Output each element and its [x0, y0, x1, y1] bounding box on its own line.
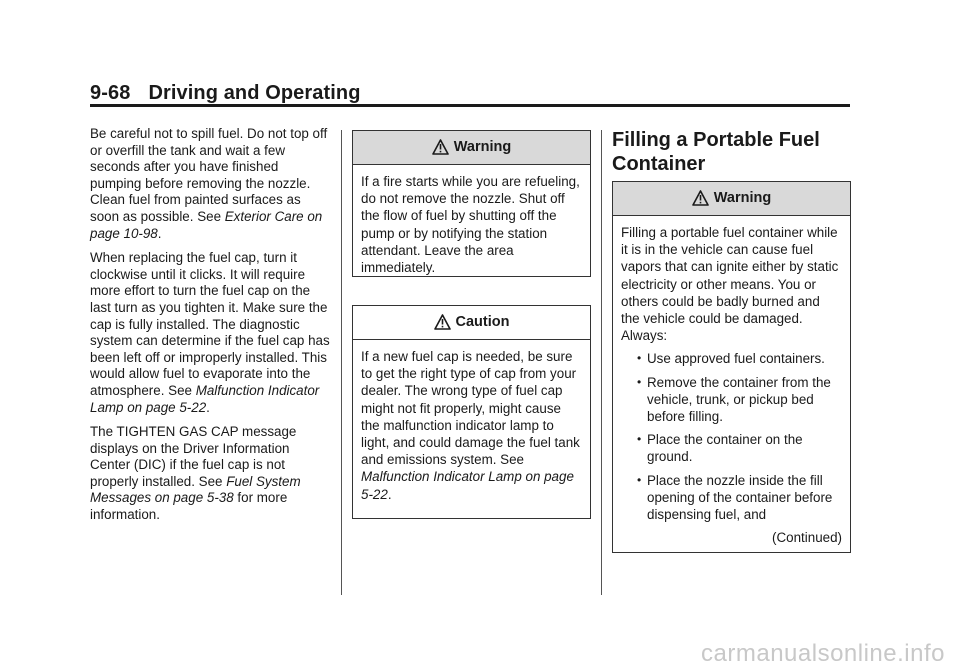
column-divider: [341, 130, 342, 595]
caution-body: If a new fuel cap is needed, be sure to get the right type of cap from your dealer. The wrong type of fuel cap might not fit properly, might cause the malfunction indicator lamp to light, and could damage the fuel tank and emissions system. See Malfunction Indicator Lamp on page 5-22.: [361, 349, 580, 502]
continued-label: (Continued): [772, 530, 842, 546]
paragraph-spill: Be careful not to spill fuel. Do not top off or overfill the tank and wait a few seconds after you have finished pumping before removing the nozzle. Clean fuel from painted surfaces as soon as possible. See Exterior Care on page 10-98.: [90, 126, 328, 241]
paragraph-tighten-gas-cap: The TIGHTEN GAS CAP message displays on the Driver Information Center (DIC) if the fuel cap is not properly installed. See Fuel System Messages on page 5-38 for more information.: [90, 424, 301, 523]
list-item: • Remove the container from the vehicle, trunk, or pickup bed before filling.: [637, 374, 842, 426]
caution-box-fuel-cap: [352, 305, 591, 519]
warning-header: [613, 182, 850, 216]
ref-malfunction-lamp[interactable]: Malfunction Indicator Lamp on page 5-22: [90, 382, 320, 415]
watermark: carmanualsonline.info: [701, 640, 945, 667]
ref-fuel-system-messages[interactable]: Fuel System Messages on page 5-38: [90, 473, 301, 506]
caution-title: Caution: [455, 314, 510, 330]
warning-triangle-icon: [432, 139, 449, 155]
warning-title: Warning: [713, 190, 772, 206]
chapter-title: Driving and Operating: [148, 82, 361, 104]
list-item: • Use approved fuel containers.: [637, 350, 842, 367]
column-divider: [601, 130, 602, 595]
bullet-list: [621, 350, 842, 523]
caution-header: [353, 306, 590, 340]
page-number: 9-68: [90, 82, 131, 104]
warning-body: Filling a portable fuel container while it is in the vehicle can cause fuel vapors that can ignite either by static electricity or other means. You or others could be badly burned and the vehicle could be damaged. Always: • Use approved fuel containers. • Remove the container from the vehicle, trunk, or pickup bed before filling. • Place the container on the ground. • Place the nozzle inside the fill opening of the container before dispensing fuel, and (Continued): [613, 216, 850, 554]
warning-box-portable-container: [612, 181, 851, 553]
warning-triangle-icon: [434, 314, 451, 330]
list-item: • Place the nozzle inside the fill opening of the container before dispensing fuel, and: [637, 472, 842, 524]
section-title: Filling a Portable Fuel Container: [612, 129, 820, 175]
ref-malfunction-lamp-caution[interactable]: Malfunction Indicator Lamp on page 5-22: [361, 469, 574, 502]
warning-triangle-icon: [692, 190, 709, 206]
paragraph-fuel-cap: When replacing the fuel cap, turn it clockwise until it clicks. It will require more effort to turn the fuel cap on the last turn as you tighten it. Make sure the cap is fully installed. The diagnostic system can determine if the fuel cap has been left off or improperly installed. This would allow fuel to evaporate into the atmosphere. See Malfunction Indicator Lamp on page 5-22.: [90, 250, 330, 415]
page-header: [90, 82, 361, 105]
list-item: • Place the container on the ground.: [637, 431, 842, 465]
warning-box-fire: [352, 130, 591, 277]
warning-body: If a fire starts while you are refueling, do not remove the nozzle. Shut off the flow of fuel by shutting off the pump or by notifying the station attendant. Leave the area immediately.: [361, 174, 580, 276]
warning-header: [353, 131, 590, 165]
warning-title: Warning: [453, 139, 512, 155]
left-column: [90, 126, 330, 532]
ref-exterior-care[interactable]: Exterior Care on page 10-98: [90, 208, 323, 241]
header-rule: [90, 104, 850, 107]
